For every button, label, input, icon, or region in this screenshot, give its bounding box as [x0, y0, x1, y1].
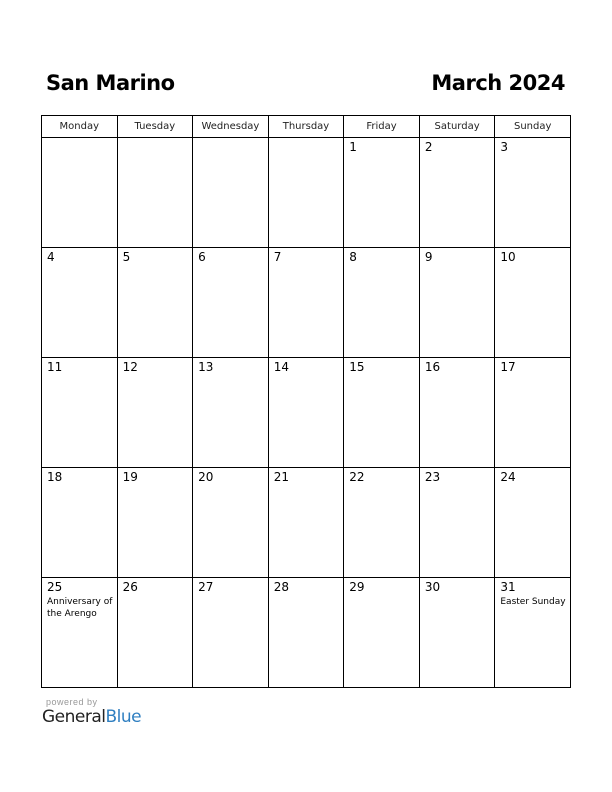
day-number — [269, 138, 344, 141]
weekday-header: Friday — [344, 116, 420, 138]
day-cell — [344, 358, 420, 468]
brand-general-text: General — [42, 707, 106, 727]
day-number: 2 — [424, 140, 433, 154]
week-row — [42, 358, 571, 468]
day-cell — [495, 358, 571, 468]
day-cell — [117, 468, 193, 578]
day-cell — [419, 358, 495, 468]
day-cell — [344, 468, 420, 578]
week-row — [42, 248, 571, 358]
day-number: 15 — [349, 360, 365, 374]
day-number: 13 — [198, 360, 214, 374]
day-number: 10 — [500, 250, 516, 264]
day-number: 19 — [122, 470, 138, 484]
day-cell — [117, 358, 193, 468]
day-number: 20 — [198, 470, 214, 484]
holiday-label: Easter Sunday — [500, 597, 566, 607]
day-cell — [344, 138, 420, 248]
day-number: 17 — [500, 360, 516, 374]
day-cell — [42, 468, 118, 578]
day-number: 5 — [122, 250, 131, 264]
weekday-header: Saturday — [419, 116, 495, 138]
day-cell — [117, 248, 193, 358]
week-row — [42, 578, 571, 688]
brand-blue-text: Blue — [105, 707, 142, 727]
day-cell — [42, 248, 118, 358]
day-number: 18 — [47, 470, 63, 484]
day-number: 24 — [500, 470, 516, 484]
day-cell — [193, 248, 269, 358]
day-number: 16 — [424, 360, 441, 374]
day-cell — [495, 578, 571, 688]
holiday-label: Anniversary of the Arengo — [47, 597, 113, 619]
day-number: 7 — [273, 250, 282, 264]
weekday-header: Thursday — [268, 116, 344, 138]
day-number — [193, 138, 268, 141]
day-number: 4 — [47, 250, 55, 264]
day-number: 11 — [47, 360, 63, 374]
weekday-header-row — [42, 116, 571, 138]
week-row — [42, 138, 571, 248]
day-number: 31 — [500, 580, 516, 594]
day-cell — [42, 578, 118, 688]
day-cell — [495, 248, 571, 358]
weekday-header: Wednesday — [193, 116, 269, 138]
week-row — [42, 468, 571, 578]
day-number: 14 — [273, 360, 289, 374]
day-cell — [344, 248, 420, 358]
day-number — [42, 138, 117, 141]
powered-by-label: powered by — [46, 697, 98, 707]
day-cell — [193, 468, 269, 578]
day-number: 6 — [198, 250, 206, 264]
day-cell — [344, 578, 420, 688]
day-number: 12 — [122, 360, 138, 374]
day-cell — [42, 358, 118, 468]
day-number: 8 — [349, 250, 357, 264]
day-number: 25 — [47, 580, 63, 594]
generalblue-logo — [42, 707, 141, 727]
day-cell — [268, 248, 344, 358]
day-number: 9 — [424, 250, 433, 264]
day-cell — [495, 468, 571, 578]
day-cell — [268, 468, 344, 578]
day-cell — [495, 138, 571, 248]
day-cell — [117, 138, 193, 248]
day-number: 27 — [198, 580, 214, 594]
day-number: 30 — [424, 580, 441, 594]
day-cell — [42, 138, 118, 248]
day-cell — [419, 248, 495, 358]
day-number: 29 — [349, 580, 365, 594]
day-cell — [117, 578, 193, 688]
day-number: 3 — [500, 140, 509, 154]
day-number: 22 — [349, 470, 365, 484]
day-cell — [193, 358, 269, 468]
day-cell — [419, 138, 495, 248]
country-title: San Marino — [46, 71, 175, 95]
day-cell — [419, 578, 495, 688]
day-number: 1 — [349, 140, 357, 154]
calendar-grid — [41, 115, 571, 688]
month-year-title: March 2024 — [431, 71, 565, 95]
day-cell — [268, 358, 344, 468]
weekday-header: Sunday — [495, 116, 571, 138]
day-number: 28 — [273, 580, 289, 594]
weekday-header: Tuesday — [117, 116, 193, 138]
day-cell — [268, 138, 344, 248]
day-cell — [193, 578, 269, 688]
day-number: 26 — [122, 580, 138, 594]
day-cell — [268, 578, 344, 688]
day-number — [118, 138, 193, 141]
weekday-header: Monday — [42, 116, 118, 138]
day-cell — [193, 138, 269, 248]
day-cell — [419, 468, 495, 578]
day-number: 21 — [273, 470, 289, 484]
day-number: 23 — [424, 470, 441, 484]
